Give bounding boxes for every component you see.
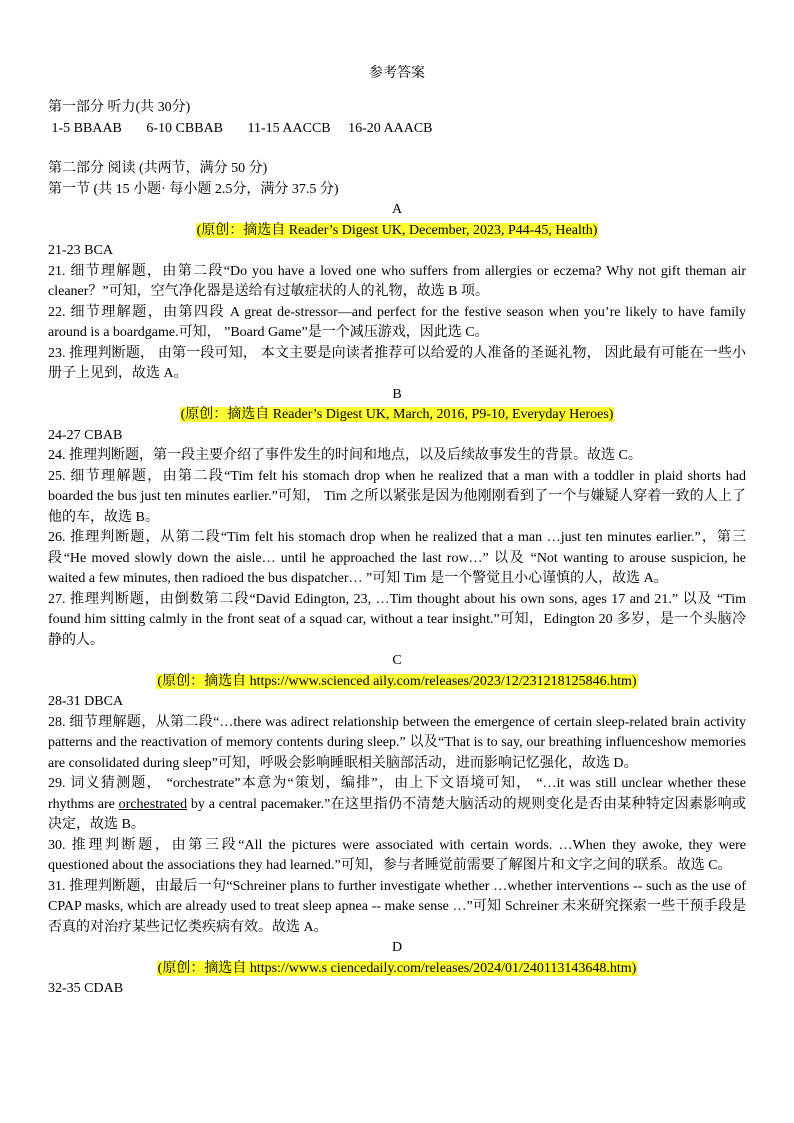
passage-b-answers: 24-27 CBAB xyxy=(48,427,123,443)
underlined-word: orchestrated xyxy=(118,796,188,812)
item-30: 30. 推理判断题，由第三段“All the pictures were associated with certain words. …When they awoke, they were questioned about the associations they had learned.”可知，参与者睡觉前需要了解图片和文字之间的联系。故选 C。 xyxy=(48,837,746,873)
item-25: 25. 细节理解题，由第二段“Tim felt his stomach drop when he realized that a man with a toddler in plaid shorts had boarded the bus just ten minutes earlier.”可知， Tim 之所以紧张是因为他刚刚看到了一个与嫌疑人穿着一致的人上了他的车，故选 B。 xyxy=(48,468,746,525)
item-26: 26. 推理判断题，从第二段“Tim felt his stomach drop when he realized that a man …just ten minutes earlier.”，第三段“He moved slowly down the aisle… until he approached the last row…” 以及 “Not wanting to arouse suspicion, he waited a few minutes, then radioed the bus dispatcher… ”可知 Tim 是一个警觉且小心谨慎的人，故选 A。 xyxy=(48,530,746,586)
answer-page xyxy=(48,64,746,1000)
passage-d-source: (原创：摘选自 https://www.s ciencedaily.com/releases/2024/01/240113143648.htm) xyxy=(157,960,637,976)
passage-b-letter: B xyxy=(392,386,402,402)
part1-heading: 第一部分 听力(共 30分) xyxy=(48,100,191,115)
item-27: 27. 推理判断题，由倒数第二段“David Edington, 23, …Tim thought about his own sons, ages 17 and 21.” 以及 “Tim found him sitting calmly in the front seat of a squad car, without a tear insight.”可知，Edington 20 多岁，是一个头脑冷静的人。 xyxy=(48,591,746,648)
passage-b-source: (原创：摘选自 Reader’s Digest UK, March, 2016, P9-10, Everyday Heroes) xyxy=(180,407,614,422)
passage-c-letter: C xyxy=(392,653,402,668)
passage-c-answers: 28-31 DBCA xyxy=(48,694,124,709)
passage-d-answers: 32-35 CDAB xyxy=(48,981,124,996)
passage-c-source: (原创：摘选自 https://www.scienced aily.com/releases/2023/12/231218125846.htm) xyxy=(157,673,637,689)
part1-answers: 1-5 BBAAB 6-10 CBBAB 11-15 AACCB 16-20 AAACB xyxy=(48,120,433,136)
item-31: 31. 推理判断题，由最后一句“Schreiner plans to further investigate whether …whether interventions -- such as the use of CPAP masks, which are already used to treat sleep apnea -- make sense …”可知 Schreiner 未来研究探索一些干预手段是否真的对治疗某些记忆类疾病有效。故选 A。 xyxy=(48,878,746,935)
item-29: 29. 词义猜测题， “orchestrate”本意为“策划，编排”，由上下文语境可知， “…it was still unclear whether these rhythms are orchestrated by a central pacemaker.”在这里指仍不清楚大脑活动的规则变化是否由某种特定因素影响或决定，故选 B。 xyxy=(48,776,746,832)
item-28: 28. 细节理解题，从第二段“…there was adirect relationship between the emergence of certain sleep-related brain activity patterns and the reactivation of memory contents during sleep.” 以及“That is to say, our breathing influenceshow memories are consolidated during sleep”可知，呼吸会影响睡眠相关脑部活动，进而影响记忆强化，故选 D。 xyxy=(48,714,746,771)
item-22: 22. 细节理解题，由第四段 A great de-stressor—and perfect for the festive season when you’re likely to have family around is a boardgame.可知， ”Board Game”是一个减压游戏，因此选 C。 xyxy=(48,304,746,340)
item-24: 24. 推理判断题，第一段主要介绍了事件发生的时间和地点，以及后续故事发生的背景。故选 C。 xyxy=(48,448,642,463)
section1-heading: 第一节 (共 15 小题· 每小题 2.5分，满分 37.5 分) xyxy=(48,181,339,197)
item-21: 21. 细节理解题，由第二段“Do you have a loved one who suffers from allergies or eczema? Why not gift theman air cleaner？”可知，空气净化器是送给有过敏症状的人的礼物，故选 B 项。 xyxy=(48,263,746,299)
passage-a-source: (原创：摘选自 Reader’s Digest UK, December, 2023, P44-45, Health) xyxy=(196,222,598,238)
item-23: 23. 推理判断题， 由第一段可知， 本文主要是向读者推荐可以给爱的人准备的圣诞礼物， 因此最有可能在一些小册子上见到，故选 A。 xyxy=(48,345,746,381)
passage-a-answers: 21-23 BCA xyxy=(48,243,113,258)
page-title: 参考答案 xyxy=(369,66,425,81)
part2-heading: 第二部分 阅读 (共两节，满分 50 分) xyxy=(48,161,268,176)
passage-a-letter: A xyxy=(391,202,403,217)
passage-d-letter: D xyxy=(391,940,403,955)
